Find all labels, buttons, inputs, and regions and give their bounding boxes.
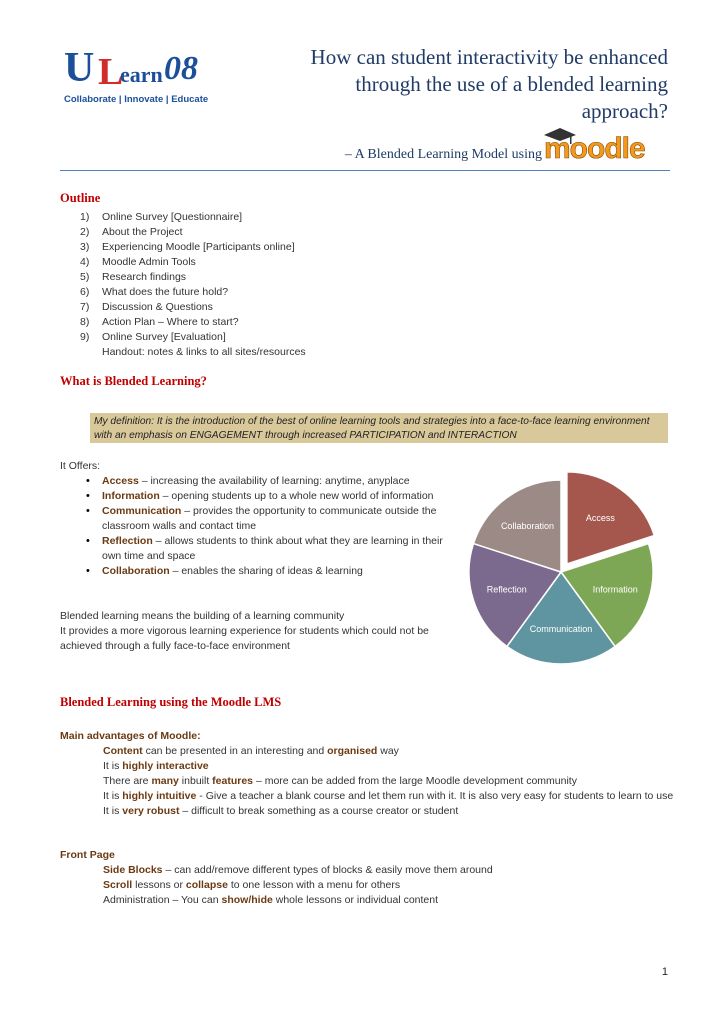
list-item: 3) Experiencing Moodle [Participants online] [80, 241, 295, 253]
pie-label-reflection: Reflection [486, 584, 527, 595]
pie-label-collaboration: Collaboration [500, 520, 554, 531]
blended-paragraph [60, 609, 450, 654]
outline-heading: Outline [60, 191, 101, 205]
list-item: 1) Online Survey [Questionnaire] [80, 211, 243, 223]
list-item: 4) Moodle Admin Tools [80, 256, 196, 268]
logo-earn: earn [120, 62, 163, 87]
blended-para-1: Blended learning means the building of a learning community [60, 610, 345, 622]
pie-label-access: Access [585, 512, 615, 523]
list-item: 9) Online Survey [Evaluation] [80, 331, 226, 343]
front-page-heading: Front Page [60, 849, 115, 861]
blended-learning-pie-chart [448, 470, 688, 670]
list-item: It is highly interactive [103, 760, 209, 772]
title-line-1: How can student interactivity be enhanced [310, 45, 668, 69]
list-item: It is very robust – difficult to break something as a course creator or student [103, 805, 459, 817]
list-item: 5) Research findings [80, 271, 187, 283]
list-item: Administration – You can show/hide whole lessons or individual content [103, 894, 439, 906]
list-item: 2) About the Project [80, 226, 183, 238]
pie-label-information: Information [592, 584, 638, 595]
offers-label: It Offers: [60, 460, 101, 472]
outline-handout: Handout: notes & links to all sites/resources [102, 346, 306, 358]
page-number: 1 [661, 966, 668, 978]
list-item: 7) Discussion & Questions [80, 301, 213, 313]
logo-u: U [64, 45, 93, 91]
list-item: • Information – opening students up to a whole new world of information [60, 489, 450, 504]
blended-heading: What is Blended Learning? [60, 374, 207, 388]
list-item: • Access – increasing the availability of learning: anytime, anyplace [60, 474, 450, 489]
offers-list [60, 474, 450, 579]
moodle-section-heading: Blended Learning using the Moodle LMS [60, 695, 282, 709]
list-item: • Collaboration – enables the sharing of ideas & learning [60, 564, 450, 579]
title-line-3: approach? [581, 99, 668, 123]
list-item: • Communication – provides the opportunity to communicate outside the classroom walls and contact time [60, 504, 450, 534]
list-item: 6) What does the future hold? [80, 286, 229, 298]
blended-para-2: It provides a more vigorous learning experience for students which could not be achieved through a fully face-to-face environment [60, 625, 429, 652]
logo-year: 08 [164, 50, 198, 87]
ulearn08-logo [60, 45, 212, 110]
list-item: • Reflection – allows students to think about what they are learning in their own time and space [60, 534, 450, 564]
pie-label-communication: Communication [529, 624, 593, 635]
moodle-logo [538, 132, 674, 168]
page-title [218, 44, 668, 125]
list-item: It is highly intuitive - Give a teacher a blank course and let them run with it. It is also very easy for students to learn to use [103, 790, 674, 802]
advantages-list [60, 744, 693, 819]
advantages-heading: Main advantages of Moodle: [60, 730, 201, 742]
moodle-wordmark: moodle [544, 132, 645, 165]
front-page-list [60, 863, 693, 908]
list-item: Content can be presented in an interesting and organised way [103, 745, 399, 757]
header-divider [60, 170, 670, 171]
page-subtitle: – A Blended Learning Model using [344, 147, 542, 162]
definition-box: My definition: It is the introduction of the best of online learning tools and strategies into a face-to-face learning environment with an emphasis on ENGAGEMENT through increased PARTICIPATION and INTERACTION [90, 413, 668, 443]
list-item: There are many inbuilt features – more can be added from the large Moodle development community [103, 775, 577, 787]
logo-tagline: Collaborate | Innovate | Educate [64, 94, 209, 105]
list-item: Side Blocks – can add/remove different types of blocks & easily move them around [103, 864, 493, 876]
list-item: 8) Action Plan – Where to start? [80, 316, 239, 328]
title-line-2: through the use of a blended learning [355, 72, 668, 96]
list-item: Scroll lessons or collapse to one lesson with a menu for others [103, 879, 401, 891]
logo-l: L [98, 51, 124, 93]
outline-list [60, 210, 460, 360]
